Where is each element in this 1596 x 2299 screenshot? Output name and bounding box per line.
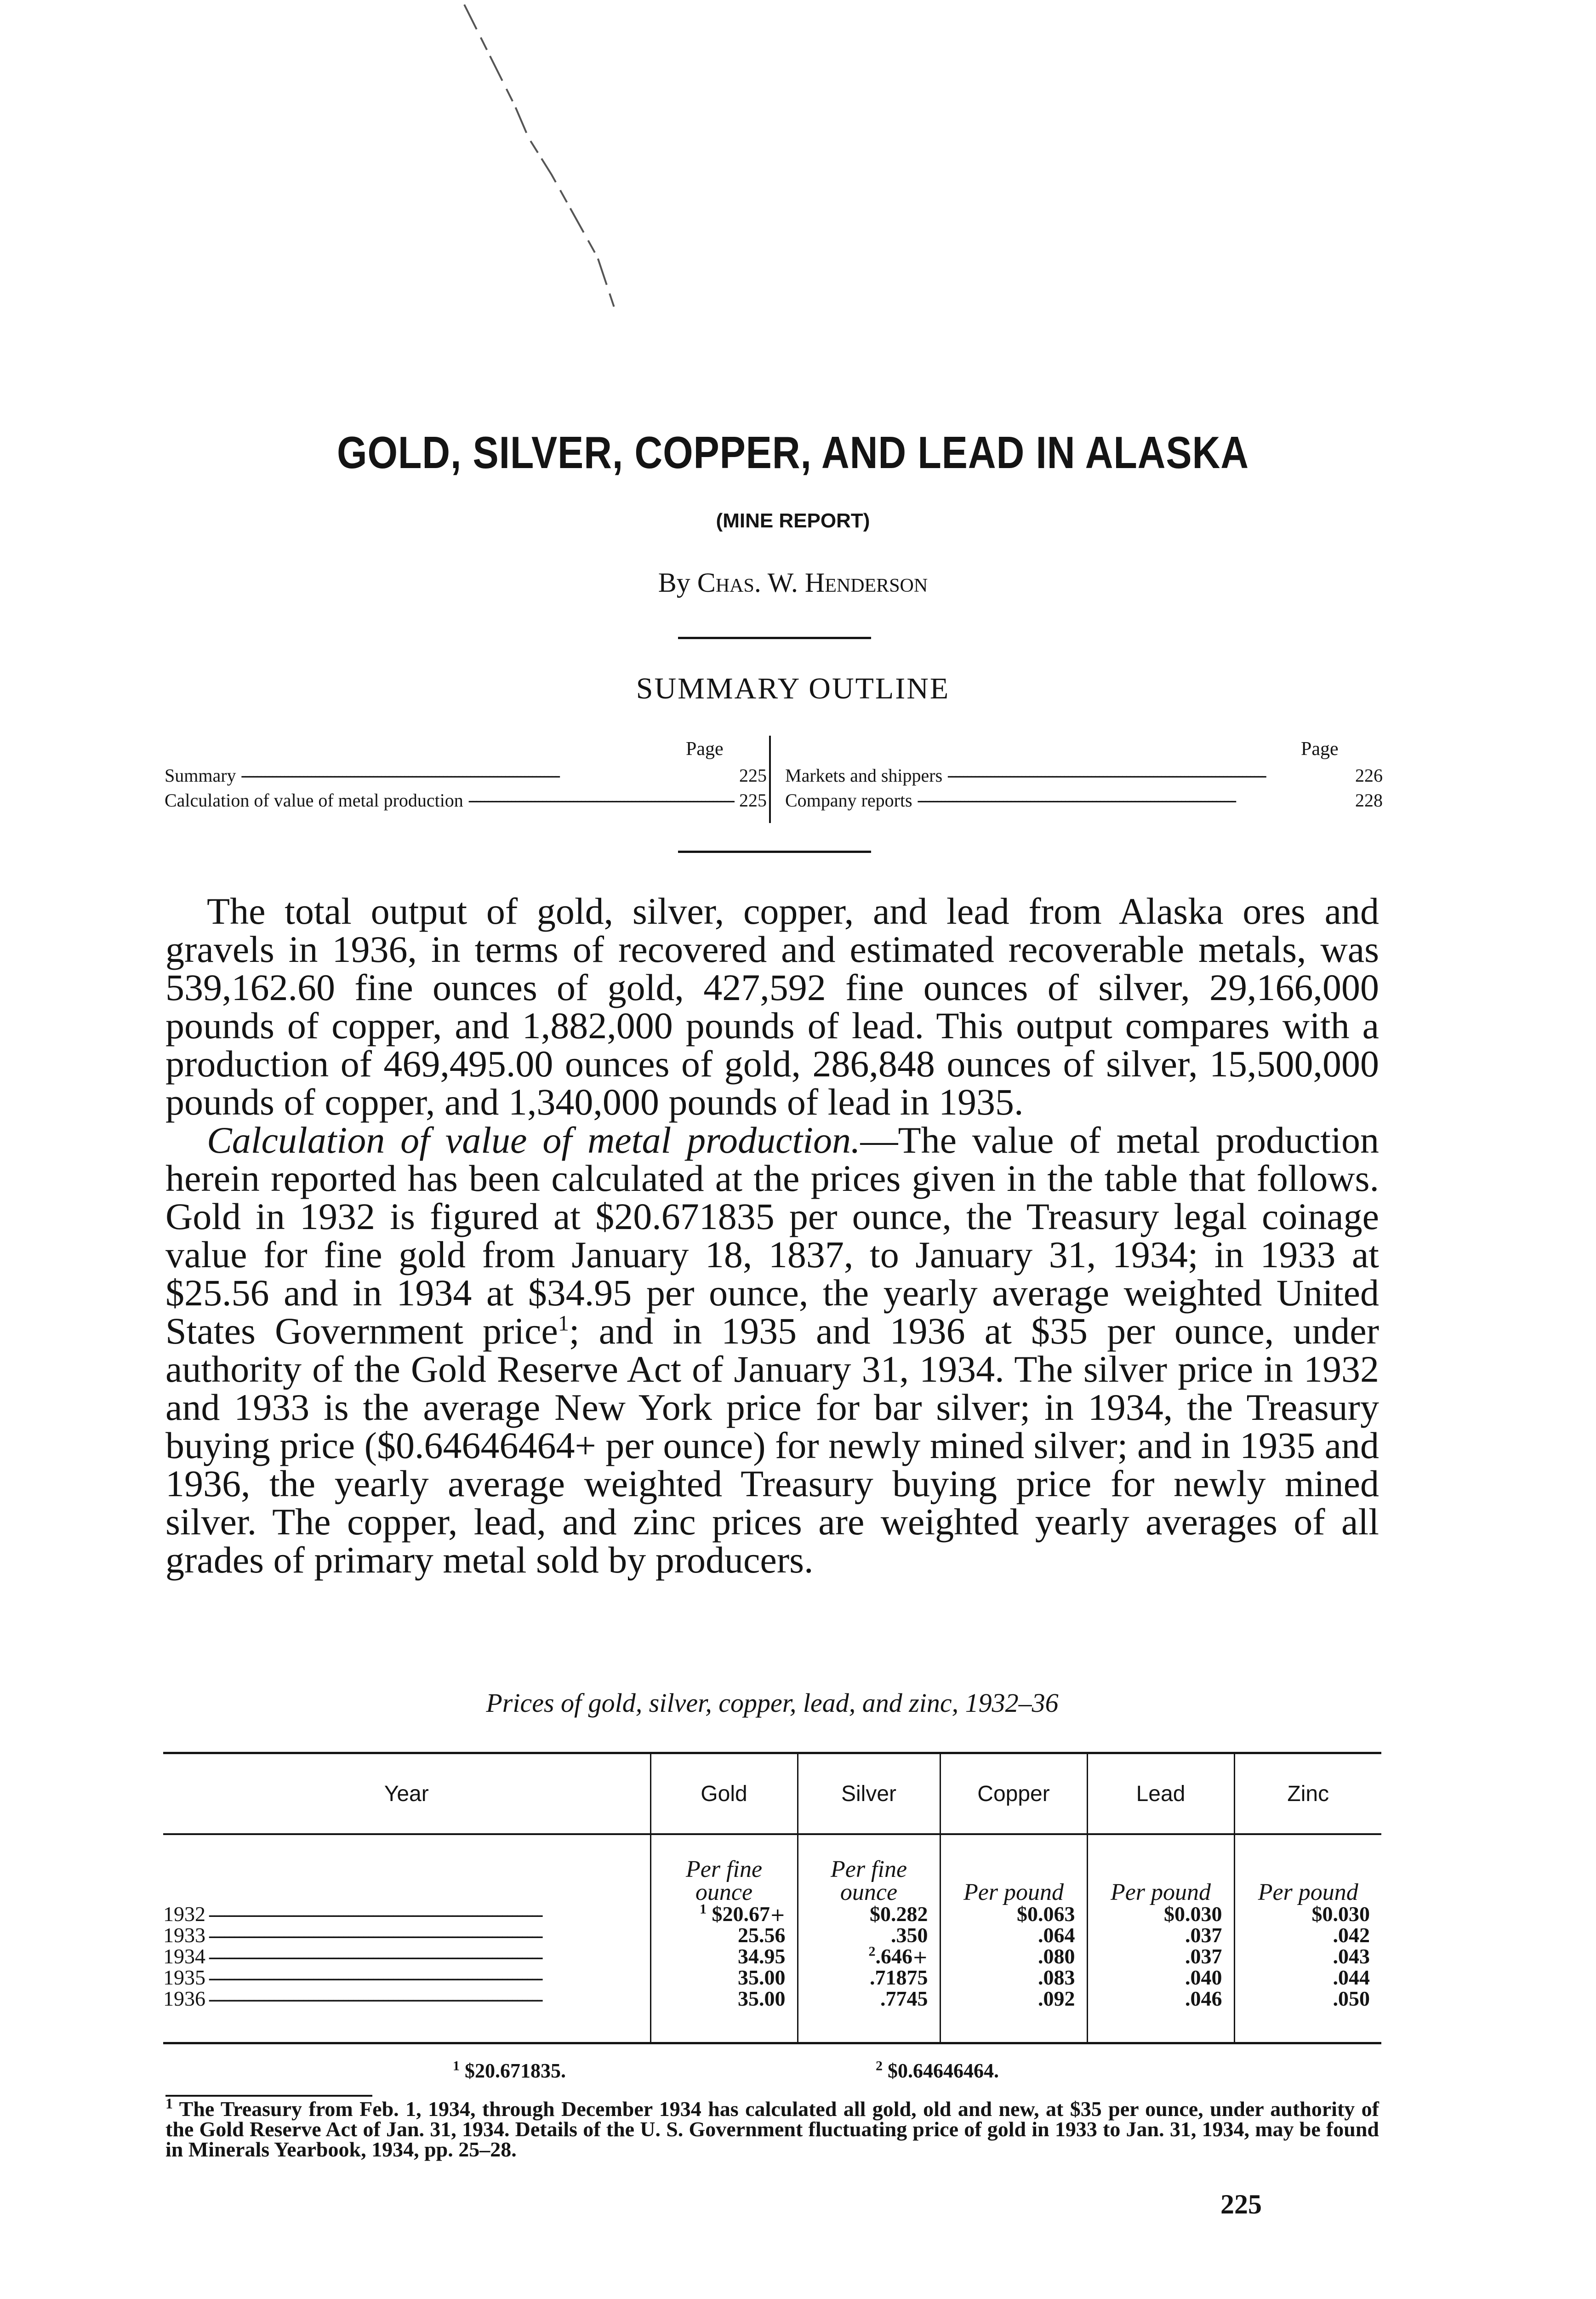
dot-leader (947, 766, 1351, 786)
copper-price-cell: .083 (940, 1967, 1087, 1989)
outline-left-page-label: Page (686, 738, 724, 760)
table-note-text: $0.64646464. (888, 2059, 999, 2082)
gold-price-cell: 25.56 (650, 1925, 798, 1946)
outline-item-label: Markets and shippers (785, 765, 943, 786)
unit-cell: Per fine ounce (798, 1834, 940, 1904)
column-header-year: Year (163, 1753, 650, 1835)
unit-cell (163, 1834, 650, 1904)
outline-item-page: 226 (1355, 765, 1383, 786)
column-header-zinc: Zinc (1234, 1753, 1381, 1835)
table-row (163, 1904, 1381, 1925)
lead-price-cell: .037 (1087, 1925, 1234, 1946)
dot-leader (208, 1989, 638, 2009)
metal-prices-table (163, 1752, 1381, 2044)
gold-price-cell: 35.00 (650, 1967, 798, 1989)
outline-item (785, 765, 1383, 786)
copper-price-cell: .064 (940, 1925, 1087, 1946)
table-row (163, 1967, 1381, 1989)
year-cell: 1933 - - - (163, 1925, 650, 1946)
outline-item-label: Company reports (785, 790, 912, 811)
paragraph-text: ; and in 1935 and 1936 at $35 per ounce, under authority of the Gold Reserve Act of January 31, 1934. The silver price in 1932 and 1933 is the average New York price for bar silver; in 1934, the Treasury buying price ($0.64646464+ per ounce) for newly mined silver; and in 1935 and 1936, the yearly average weighted Treasury buying price for newly mined silver. The copper, lead, and zinc prices are weighted yearly averages of all grades of primary metal sold by producers. (165, 1310, 1379, 1581)
dot-leader (208, 1967, 638, 1988)
unit-cell: Per pound (1234, 1834, 1381, 1904)
column-header-gold: Gold (650, 1753, 798, 1835)
table-row (163, 1989, 1381, 2043)
zinc-price-cell: .050 (1234, 1989, 1381, 2043)
table-unit-row (163, 1834, 1381, 1904)
dot-leader (917, 790, 1351, 811)
table-note-mark: 2 (868, 1944, 876, 1959)
copper-price-cell: .092 (940, 1989, 1087, 2043)
byline-prefix: By (658, 567, 690, 598)
scan-artifact-line (460, 0, 625, 322)
dot-leader (208, 1904, 638, 1924)
zinc-price-cell: .043 (1234, 1946, 1381, 1967)
table-note-mark: 1 (453, 2058, 460, 2074)
outline-column-divider (769, 736, 771, 823)
outline-item-page: 228 (1355, 790, 1383, 811)
paragraph-summary: The total output of gold, silver, copper, and lead from Alaska ores and gravels in 1936, in terms of recovered and estimated recoverable metals, was 539,162.60 fine ounces of gold, 427,592 fine ounces of silver, 29,166,000 pounds of copper, and 1,882,000 pounds of lead. This output compares with a production of 469,495.00 ounces of gold, 286,848 ounces of silver, 15,500,000 pounds of copper, and 1,340,000 pounds of lead in 1935. (165, 890, 1379, 1123)
table-row (163, 1925, 1381, 1946)
dot-leader (468, 790, 735, 811)
table-note-text: $20.671835. (465, 2059, 566, 2082)
outline-item (165, 789, 767, 811)
paragraph-calculation (165, 1121, 1379, 1579)
silver-price-cell: $0.282 (798, 1904, 940, 1925)
outline-item-label: Summary (165, 765, 236, 786)
page-number: 225 (1220, 2189, 1262, 2219)
article-title: GOLD, SILVER, COPPER, AND LEAD IN ALASKA (337, 427, 1249, 478)
table-header-row (163, 1753, 1381, 1835)
silver-price-cell: .7745 (798, 1989, 940, 2043)
gold-price-cell: 34.95 (650, 1946, 798, 1967)
paragraph-text: —The value of metal production herein reported has been calculated at the prices given in the table that follows. Gold in 1932 is figured at $20.671835 per ounce, the Treasury legal coinage value for fine gold from January 18, 1837, to January 31, 1934; in 1933 at $25.56 and in 1934 at $34.95 per ounce, the yearly average weighted United States Government price (165, 1119, 1379, 1352)
year-cell: 1936 - - - (163, 1989, 650, 2043)
lead-price-cell: .046 (1087, 1989, 1234, 2043)
year-cell: 1932 - - - (163, 1904, 650, 1925)
article-subtitle: (MINE REPORT) (716, 509, 870, 532)
silver-price-cell: .350 (798, 1925, 940, 1946)
footnote-reference: 1 (558, 1311, 569, 1336)
lead-price-cell: $0.030 (1087, 1904, 1234, 1925)
column-header-silver: Silver (798, 1753, 940, 1835)
title-divider (678, 637, 871, 639)
outline-item (165, 765, 767, 786)
dot-leader (208, 1925, 638, 1945)
dot-leader (208, 1946, 638, 1967)
copper-price-cell: $0.063 (940, 1904, 1087, 1925)
body-text (165, 892, 1379, 1579)
outline-item-page: 225 (739, 765, 767, 786)
silver-price-cell: .71875 (798, 1967, 940, 1989)
copper-price-cell: .080 (940, 1946, 1087, 1967)
year-cell: 1935 - - - (163, 1967, 650, 1989)
paragraph-run-in-heading: Calculation of value of metal production. (207, 1119, 861, 1161)
table-row (163, 1946, 1381, 1967)
table-note (453, 2059, 566, 2082)
column-header-lead: Lead (1087, 1753, 1234, 1835)
lead-price-cell: .040 (1087, 1967, 1234, 1989)
outline-right-page-label: Page (1301, 738, 1339, 760)
table-note (876, 2059, 999, 2082)
lead-price-cell: .037 (1087, 1946, 1234, 1967)
author-name: Chas. W. Henderson (697, 567, 928, 598)
zinc-price-cell: $0.030 (1234, 1904, 1381, 1925)
footnote (165, 2095, 1379, 2161)
unit-cell: Per pound (1087, 1834, 1234, 1904)
year-cell: 1934 - - - (163, 1946, 650, 1967)
zinc-price-cell: .044 (1234, 1967, 1381, 1989)
column-header-copper: Copper (940, 1753, 1087, 1835)
gold-price-cell: $^1$ $20.67+ (650, 1904, 798, 1925)
zinc-price-cell: .042 (1234, 1925, 1381, 1946)
outline-divider (678, 851, 871, 853)
table-caption: Prices of gold, silver, copper, lead, and zinc, 1932–36 (486, 1688, 1059, 1718)
footnote-text: The Treasury from Feb. 1, 1934, through December 1934 has calculated all gold, old and new, at $35 per ounce, under authority of the Gold Reserve Act of Jan. 31, 1934. Details of the U. S. Government fluctuating price of gold in 1933 to Jan. 31, 1934, may be found in Minerals Yearbook, 1934, pp. 25–28. (165, 2097, 1379, 2161)
outline-item-label: Calculation of value of metal production (165, 790, 463, 811)
footnote-mark: 1 (165, 2095, 173, 2112)
outline-item (785, 789, 1383, 811)
gold-price-cell: 35.00 (650, 1989, 798, 2043)
outline-item-page: 225 (739, 790, 767, 811)
summary-outline-heading: SUMMARY OUTLINE (636, 672, 950, 705)
unit-cell: Per pound (940, 1834, 1087, 1904)
unit-cell: Per fine ounce (650, 1834, 798, 1904)
dot-leader (241, 766, 735, 786)
byline (165, 567, 1420, 599)
silver-price-cell: $^2$.646+ (798, 1946, 940, 1967)
footnote-divider (165, 2095, 372, 2097)
table-note-mark: 2 (876, 2058, 883, 2074)
table-note-mark: 1 (699, 1901, 707, 1917)
